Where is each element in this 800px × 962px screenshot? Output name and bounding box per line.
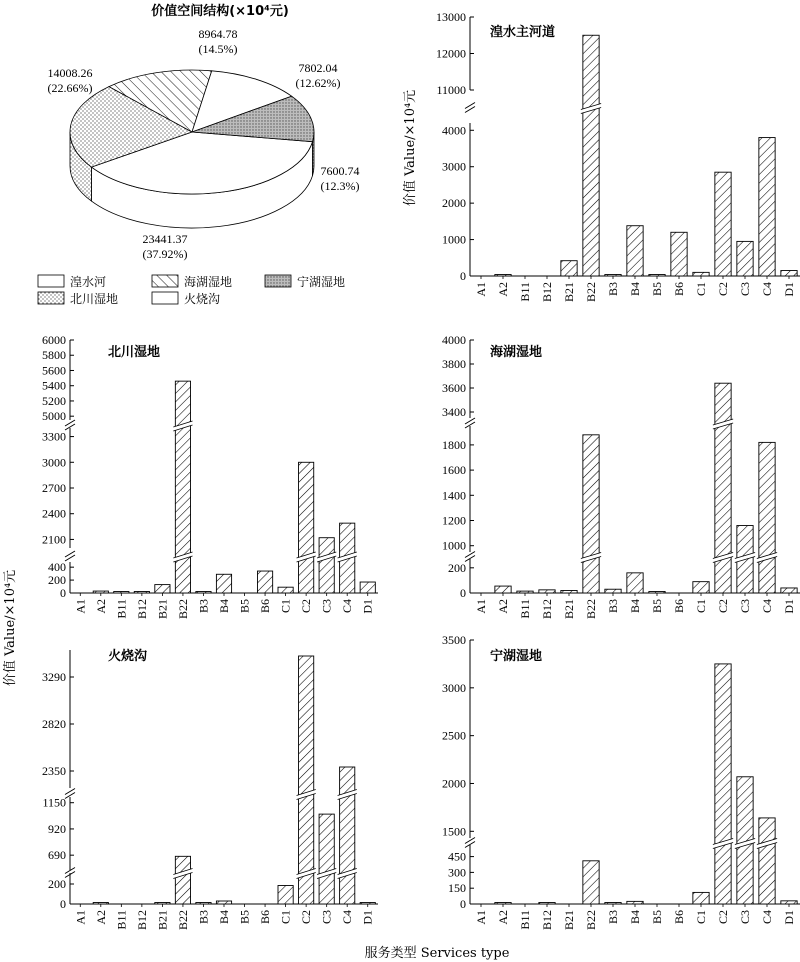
y-tick-label: 2400 [42,506,66,521]
bar-C2 [715,664,731,904]
bar-B11 [517,591,533,593]
axis-break-mark [65,551,75,561]
y-tick-label: 0 [60,586,66,600]
bar-B3 [196,903,211,905]
x-tick-label: A2 [93,599,108,614]
bar-B22 [583,861,599,904]
x-tick-label: B22 [175,910,190,931]
x-tick-label: C2 [299,599,314,614]
y-tick-label: 300 [448,865,466,880]
x-tick-label: B6 [672,599,686,614]
y-tick-label: 2000 [442,776,466,791]
pie-title: 价值空间结构(×10⁴元) [151,4,289,19]
x-tick-label: B3 [606,282,620,297]
bar-A2 [495,275,511,277]
bar-A2 [495,903,511,905]
x-tick-label: B21 [562,910,576,931]
x-tick-label: D1 [360,599,375,614]
y-tick-label: 1400 [442,488,466,503]
y-tick-label: 3000 [442,159,466,174]
y-axis-label-left: 价值 Value/×10⁴元 [3,569,18,687]
pie-chart [48,3,360,261]
x-tick-label: C4 [760,282,774,297]
x-tick-label: C3 [738,599,752,614]
pie-label-percent-huangshui: (37.92%) [142,247,188,261]
y-tick-label: 5000 [42,409,66,424]
y-tick-label: 0 [60,897,66,911]
x-tick-label: C1 [694,910,708,925]
x-tick-label: B5 [650,282,664,297]
bar-B12 [539,590,555,593]
bar-A2 [93,903,108,905]
bar-B21 [155,903,170,905]
x-tick-label: B5 [650,599,664,614]
x-tick-label: C4 [340,599,355,614]
bar-C2 [299,462,314,593]
x-tick-label: D1 [360,910,375,925]
bar-C4 [340,767,355,904]
x-tick-label: B5 [237,910,252,925]
bar-D1 [360,582,375,593]
x-tick-label: C1 [694,282,708,297]
y-tick-label: 5200 [42,393,66,408]
bar-B4 [627,573,643,593]
x-tick-label: B6 [672,910,686,925]
bar-B4 [216,574,231,593]
x-tick-label: B11 [518,282,532,302]
y-tick-label: 5600 [42,363,66,378]
y-tick-label: 3400 [442,405,466,419]
y-tick-label: 3600 [442,381,466,395]
x-tick-label: B3 [606,910,620,925]
pie-label-percent-haihu: (14.5%) [198,42,238,56]
y-tick-label: 200 [448,560,466,575]
bar-B3 [196,592,211,594]
x-tick-label: B3 [606,599,620,614]
pie-label-value-haihu: 8964.78 [198,27,238,41]
bar-B11 [114,592,129,594]
x-tick-label: A2 [496,910,510,925]
x-tick-label: B21 [562,599,576,620]
x-tick-label: B3 [196,599,211,614]
y-tick-label: 1000 [442,538,466,553]
bar-D1 [360,903,375,905]
y-tick-label: 4000 [442,333,466,347]
x-tick-label: B4 [628,282,642,297]
y-tick-label: 5800 [42,348,66,363]
y-tick-label: 1500 [442,824,466,839]
y-tick-label: 1200 [442,513,466,528]
bar-D1 [781,588,797,593]
y-tick-label: 12000 [436,46,466,61]
bar-C3 [319,538,334,593]
pie-legend [38,274,345,306]
x-tick-label: B21 [155,599,170,620]
y-tick-label: 3000 [42,455,66,470]
pie-label-percent-ninghu: (12.3%) [320,179,360,193]
bar-chart-beichuan [42,333,378,619]
y-tick-label: 3300 [42,429,66,444]
bar-C3 [737,241,753,276]
x-tick-label: B21 [155,910,170,931]
x-tick-label: A1 [73,910,88,925]
x-tick-label: A1 [73,599,88,614]
y-tick-label: 6000 [42,333,66,347]
x-tick-label: C2 [716,282,730,297]
y-tick-label: 3500 [442,633,466,647]
bar-B6 [671,232,687,276]
bar-C1 [278,886,293,905]
y-tick-label: 2700 [42,481,66,495]
bar-B12 [539,903,555,905]
x-tick-label: C1 [278,599,293,614]
bar-C4 [759,818,775,904]
x-tick-label: B11 [114,910,129,930]
panel-title: 火烧沟 [108,649,148,664]
bar-D1 [781,901,797,904]
x-tick-label: C2 [716,910,730,925]
y-tick-label: 1150 [42,795,66,810]
x-tick-label: B6 [258,599,273,614]
bar-B22 [583,435,599,593]
legend-label-haihu: 海湖湿地 [184,275,233,289]
y-tick-label: 400 [48,560,66,575]
x-tick-label: B4 [217,599,231,614]
x-tick-label: D1 [782,599,796,614]
y-tick-label: 11000 [436,83,466,97]
panel-title: 海湖湿地 [490,345,543,360]
bar-C1 [693,272,709,276]
y-tick-label: 2820 [42,717,66,731]
bar-D1 [781,271,797,276]
axis-break-mark [465,103,475,113]
x-tick-label: B11 [518,910,532,930]
panel-title: 北川湿地 [108,345,161,360]
x-tick-label: C2 [716,599,730,614]
y-tick-label: 3000 [442,680,466,695]
y-tick-label: 200 [48,877,66,891]
x-tick-label: C2 [299,910,314,925]
x-tick-label: B6 [672,282,686,297]
pie-body [70,70,314,228]
x-tick-label: B22 [175,599,190,620]
y-tick-label: 1800 [442,437,466,452]
legend-swatch-huangshui [38,275,64,287]
y-tick-label: 2000 [442,196,466,211]
x-tick-label: C3 [319,910,334,925]
bar-B21 [561,590,577,593]
bar-C2 [299,656,314,904]
bar-A2 [93,591,108,593]
x-tick-label: B12 [540,599,554,620]
bar-C1 [278,587,293,593]
legend-swatch-beichuan [38,292,64,304]
panel-title: 宁湖湿地 [490,649,543,664]
legend-swatch-ninghu [265,275,291,287]
x-tick-label: B3 [196,910,211,925]
bar-chart-ninghu [442,633,800,930]
legend-label-huangshui: 湟水河 [70,275,107,289]
y-tick-label: 2100 [42,532,66,547]
x-tick-label: A2 [496,282,510,297]
panel-title: 湟水主河道 [490,25,556,40]
bar-chart-haihu [442,333,800,619]
y-axis-label-right-top: 价值 Value/×10⁴元 [403,89,418,207]
bar-C2 [715,172,731,276]
legend-swatch-huoshao [152,292,178,304]
x-tick-label: A2 [93,910,108,925]
pie-label-percent-beichuan: (22.66%) [47,81,93,95]
x-tick-label: B5 [650,910,664,925]
pie-label-value-beichuan: 14008.26 [47,66,93,80]
x-tick-label: A1 [474,910,488,925]
x-tick-label: C1 [694,599,708,614]
bar-B5 [649,275,665,277]
x-tick-label: C3 [738,910,752,925]
bar-B4 [627,226,643,276]
x-tick-label: B22 [584,282,598,303]
bar-C3 [319,814,334,904]
bar-B3 [605,275,621,277]
bar-B22 [175,856,190,904]
pie-label-percent-huoshao: (12.62%) [295,76,341,90]
y-tick-label: 2500 [442,728,466,743]
bar-B3 [605,589,621,593]
y-tick-label: 0 [460,897,466,911]
x-tick-label: B12 [540,282,554,303]
y-tick-label: 5400 [42,378,66,393]
y-tick-label: 1600 [442,463,466,478]
legend-swatch-haihu [152,275,178,287]
x-tick-label: C4 [760,599,774,614]
x-tick-label: C3 [319,599,334,614]
y-tick-label: 450 [448,849,466,864]
x-tick-label: B4 [628,599,642,614]
x-tick-label: B4 [217,910,231,925]
bar-C1 [693,892,709,904]
y-tick-label: 2350 [42,764,66,778]
bar-B22 [583,35,599,276]
legend-label-ninghu: 宁湖湿地 [297,275,346,289]
y-tick-label: 0 [460,586,466,600]
x-axis-label: 服务类型 Services type [364,946,510,961]
y-tick-label: 13000 [436,10,466,24]
bar-B21 [561,261,577,276]
x-tick-label: B11 [114,599,129,619]
x-tick-label: B21 [562,282,576,303]
x-tick-label: B6 [258,910,273,925]
y-tick-label: 150 [448,881,466,896]
pie-label-value-ninghu: 7600.74 [320,164,360,178]
x-tick-label: B12 [134,599,149,620]
x-tick-label: B12 [540,910,554,931]
x-tick-label: C4 [760,910,774,925]
y-tick-label: 4000 [442,123,466,138]
bar-chart-huangshui-main [436,10,800,302]
x-tick-label: B4 [628,910,642,925]
legend-label-huoshao: 火烧沟 [184,292,221,306]
legend-label-beichuan: 北川湿地 [70,292,119,306]
bar-B21 [155,585,170,593]
bar-B22 [175,381,190,593]
bar-chart-huoshao [42,648,378,930]
x-tick-label: A1 [474,599,488,614]
y-tick-label: 200 [48,573,66,588]
bar-B3 [605,903,621,905]
x-tick-label: B5 [237,599,252,614]
bar-B12 [134,592,149,594]
bar-B5 [649,592,665,594]
y-tick-label: 920 [48,821,66,836]
x-tick-label: B22 [584,599,598,620]
x-tick-label: D1 [782,910,796,925]
x-tick-label: D1 [782,282,796,297]
x-tick-label: B12 [134,910,149,931]
x-tick-label: B22 [584,910,598,931]
x-tick-label: C1 [278,910,293,925]
bar-C4 [759,442,775,593]
bar-B6 [257,571,272,593]
x-tick-label: A1 [474,282,488,297]
pie-label-value-huangshui: 23441.37 [142,232,188,246]
y-tick-label: 3800 [442,357,466,371]
x-tick-label: B11 [518,599,532,619]
bar-B4 [216,901,231,904]
x-tick-label: C3 [738,282,752,297]
bar-C4 [759,138,775,276]
y-tick-label: 1000 [442,232,466,247]
bar-B4 [627,901,643,904]
y-tick-label: 3290 [42,670,66,684]
x-tick-label: C4 [340,910,355,925]
y-tick-label: 0 [460,269,466,283]
y-tick-label: 690 [48,848,66,863]
x-tick-label: A2 [496,599,510,614]
bar-C1 [693,582,709,593]
pie-label-value-huoshao: 7802.04 [298,61,338,75]
bar-A2 [495,586,511,593]
